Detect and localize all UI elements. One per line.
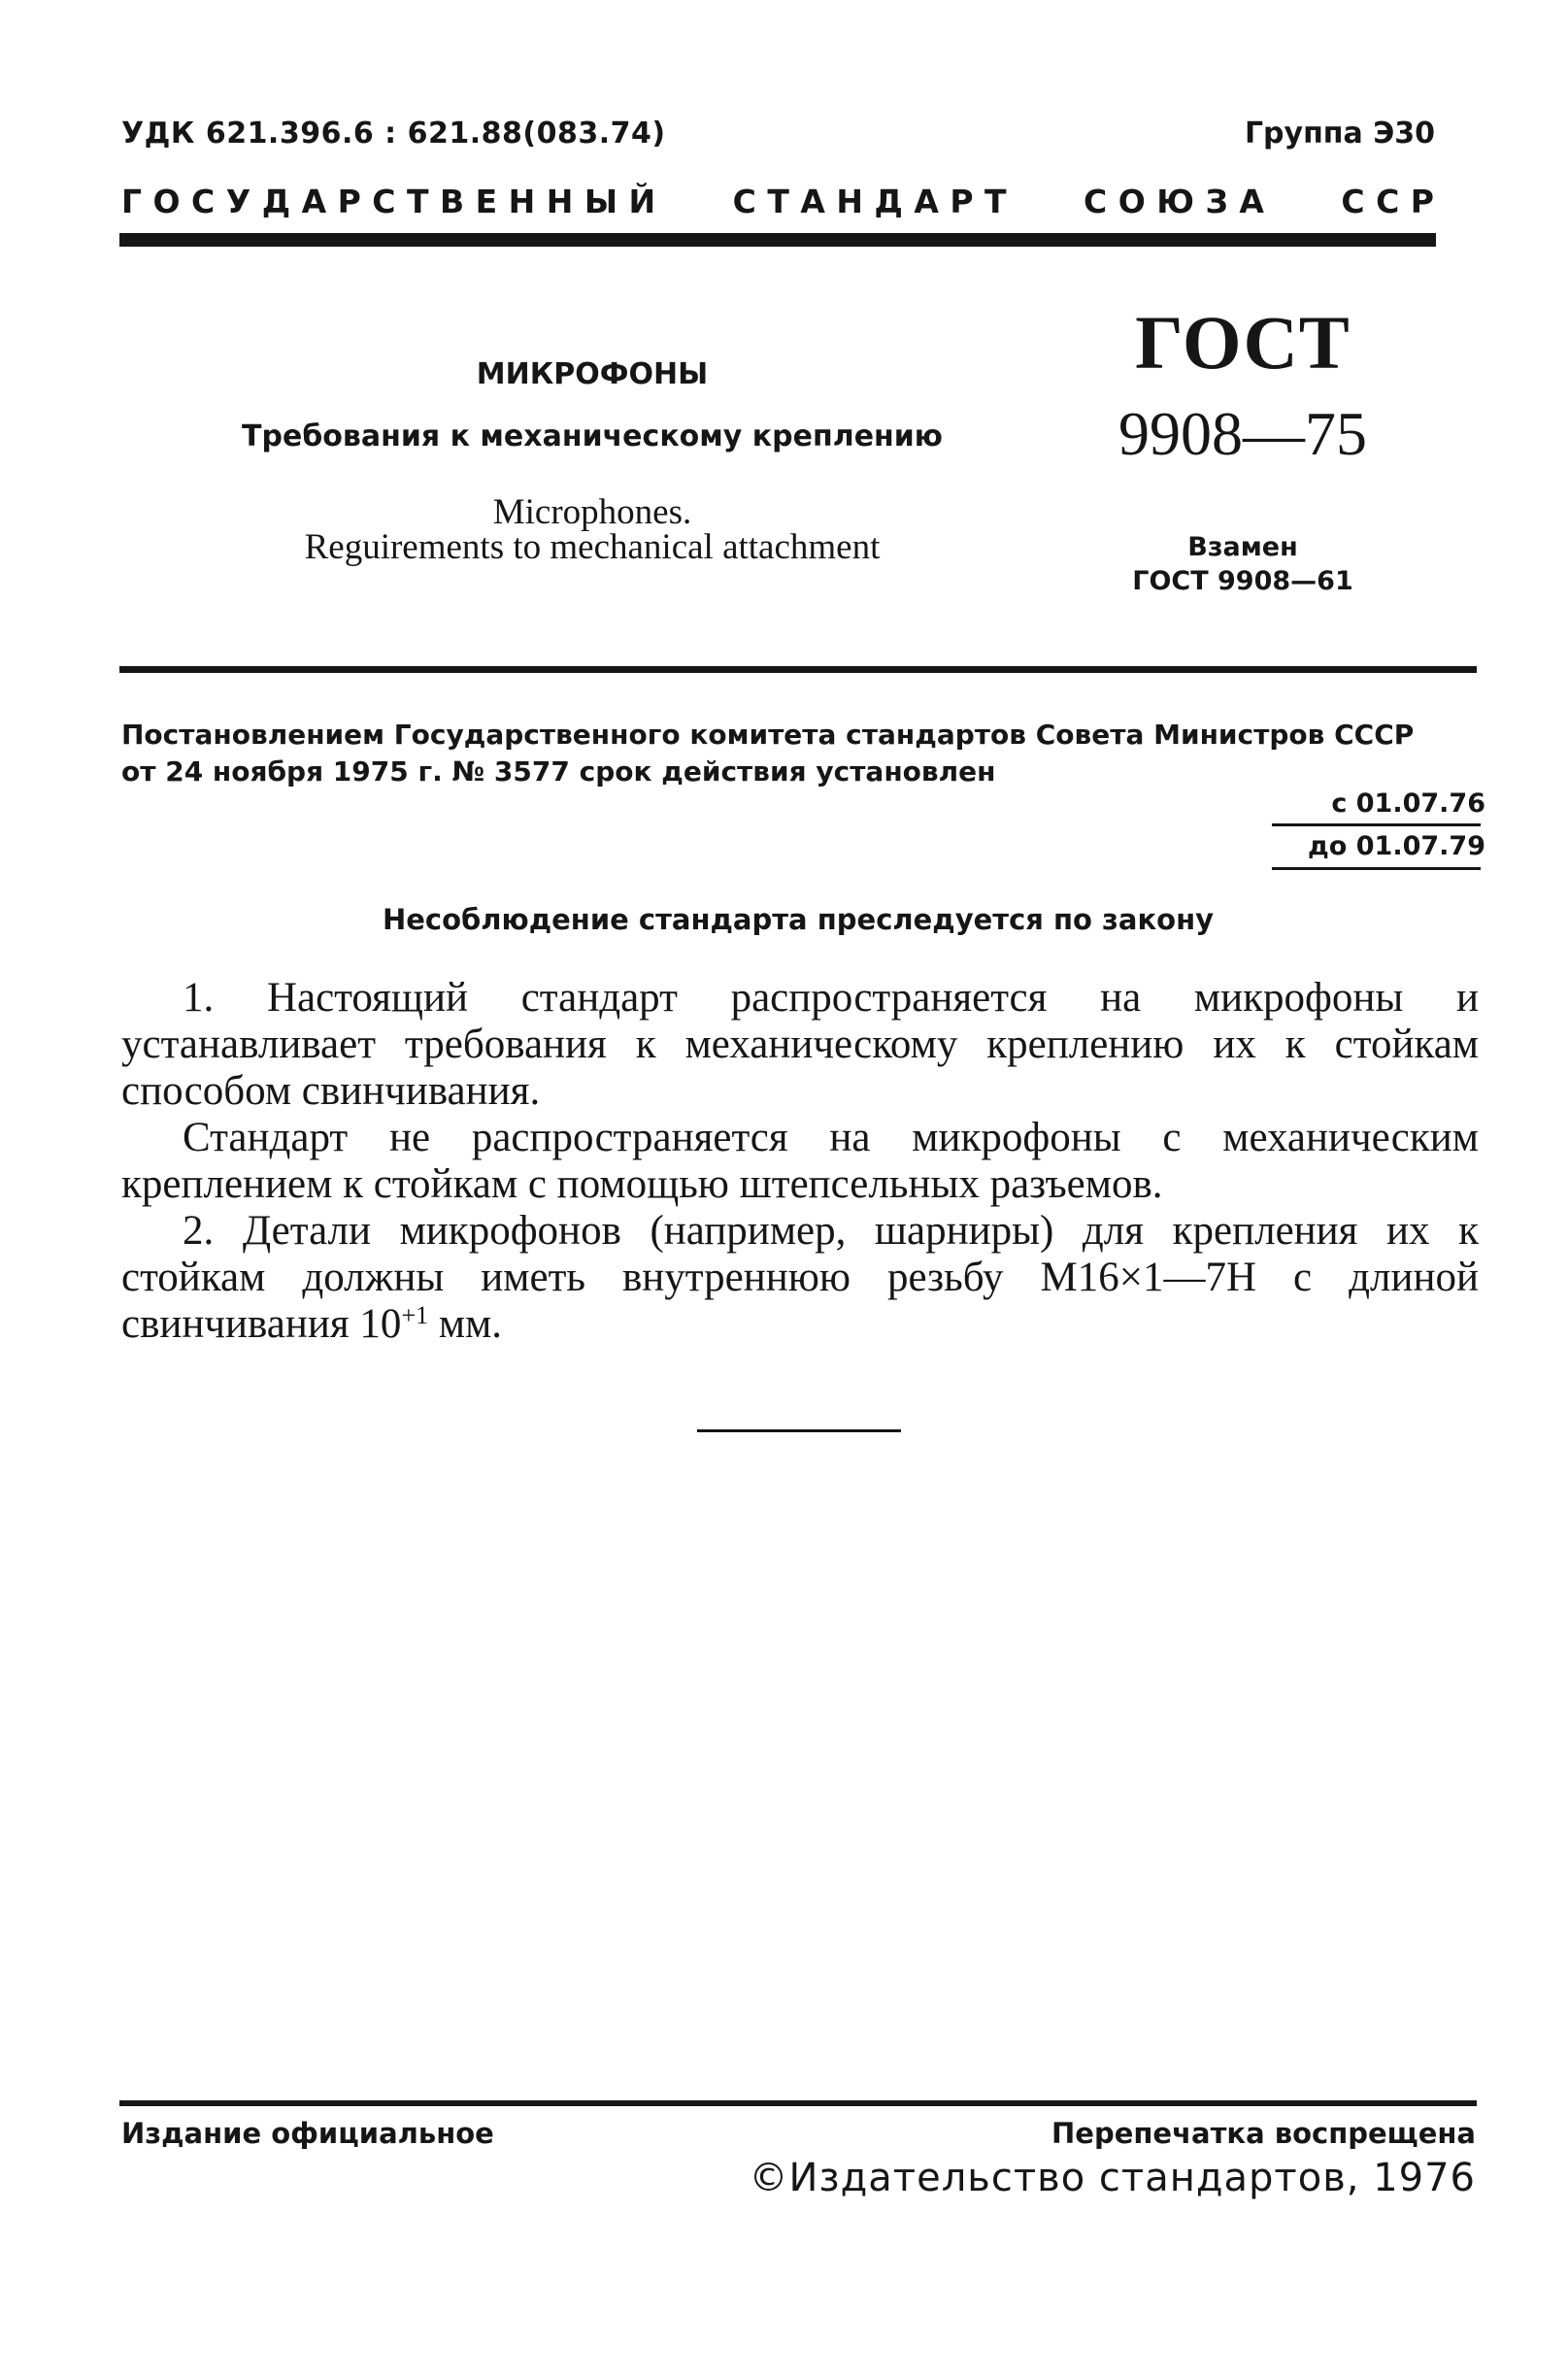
gost-label: ГОСТ [1135, 300, 1351, 385]
official-edition-note: Издание официальное [121, 2117, 494, 2150]
gost-number: 9908—75 [1118, 399, 1367, 468]
state-word-1: Г О С У Д А Р С Т В Е Н Н Ы Й [121, 183, 656, 220]
date-underline-2 [1272, 867, 1481, 870]
footer-rule [119, 2100, 1477, 2106]
replaces-value: ГОСТ 9908—61 [1132, 566, 1353, 596]
body-text [121, 975, 1479, 1348]
state-word-2: С Т А Н Д А Р Т [732, 183, 1007, 220]
effective-from-date: с 01.07.76 [1331, 788, 1485, 819]
document-subtitle: Требования к механическому креплению [242, 419, 943, 453]
replaces-label: Взамен [1187, 532, 1298, 562]
paragraph-3-text: 2. Детали микрофонов (например, шарниры) для крепления их к стойкам должны иметь внутреннюю резьбу М16×1—7Н с длиной свинчивания 10 [121, 1208, 1479, 1347]
paragraph-3 [121, 1208, 1479, 1348]
section-rule [119, 666, 1477, 673]
group-code: Группа Э30 [1244, 117, 1435, 151]
decree-line-2: от 24 ноября 1975 г. № 3577 срок действия установлен [121, 755, 996, 788]
state-word-3: С О Ю З А [1083, 183, 1264, 220]
paragraph-2: Стандарт не распространяется на микрофоны с механическим креплением к стойкам с помощью штепсельных разъемов. [121, 1115, 1479, 1207]
copyright-notice: ©Издательство стандартов, 1976 [749, 2156, 1476, 2200]
effective-to-date: до 01.07.79 [1308, 831, 1485, 861]
english-title-line-1: Microphones. [492, 492, 692, 532]
paragraph-1: 1. Настоящий стандарт распространяется на микрофоны и устанавливает требования к механическому креплению их к стойкам способом свинчивания. [121, 975, 1479, 1114]
end-of-text-rule [697, 1429, 901, 1432]
document-title: МИКРОФОНЫ [476, 357, 709, 391]
english-title-line-2: Reguirements to mechanical attachment [304, 527, 881, 567]
paragraph-3-unit: мм. [428, 1301, 503, 1347]
state-standard-heading [121, 183, 1434, 220]
law-notice: Несоблюдение стандарта преследуется по закону [382, 903, 1215, 936]
decree-line-1: Постановлением Государственного комитета стандартов Совета Министров СССР [121, 719, 1415, 751]
state-word-4: С С Р [1341, 183, 1434, 220]
tolerance-superscript: +1 [401, 1301, 429, 1329]
date-underline-1 [1272, 823, 1481, 826]
udk-code: УДК 621.396.6 : 621.88(083.74) [121, 117, 666, 151]
header-rule [119, 233, 1436, 247]
reprint-prohibited-note: Перепечатка воспрещена [1051, 2117, 1476, 2150]
